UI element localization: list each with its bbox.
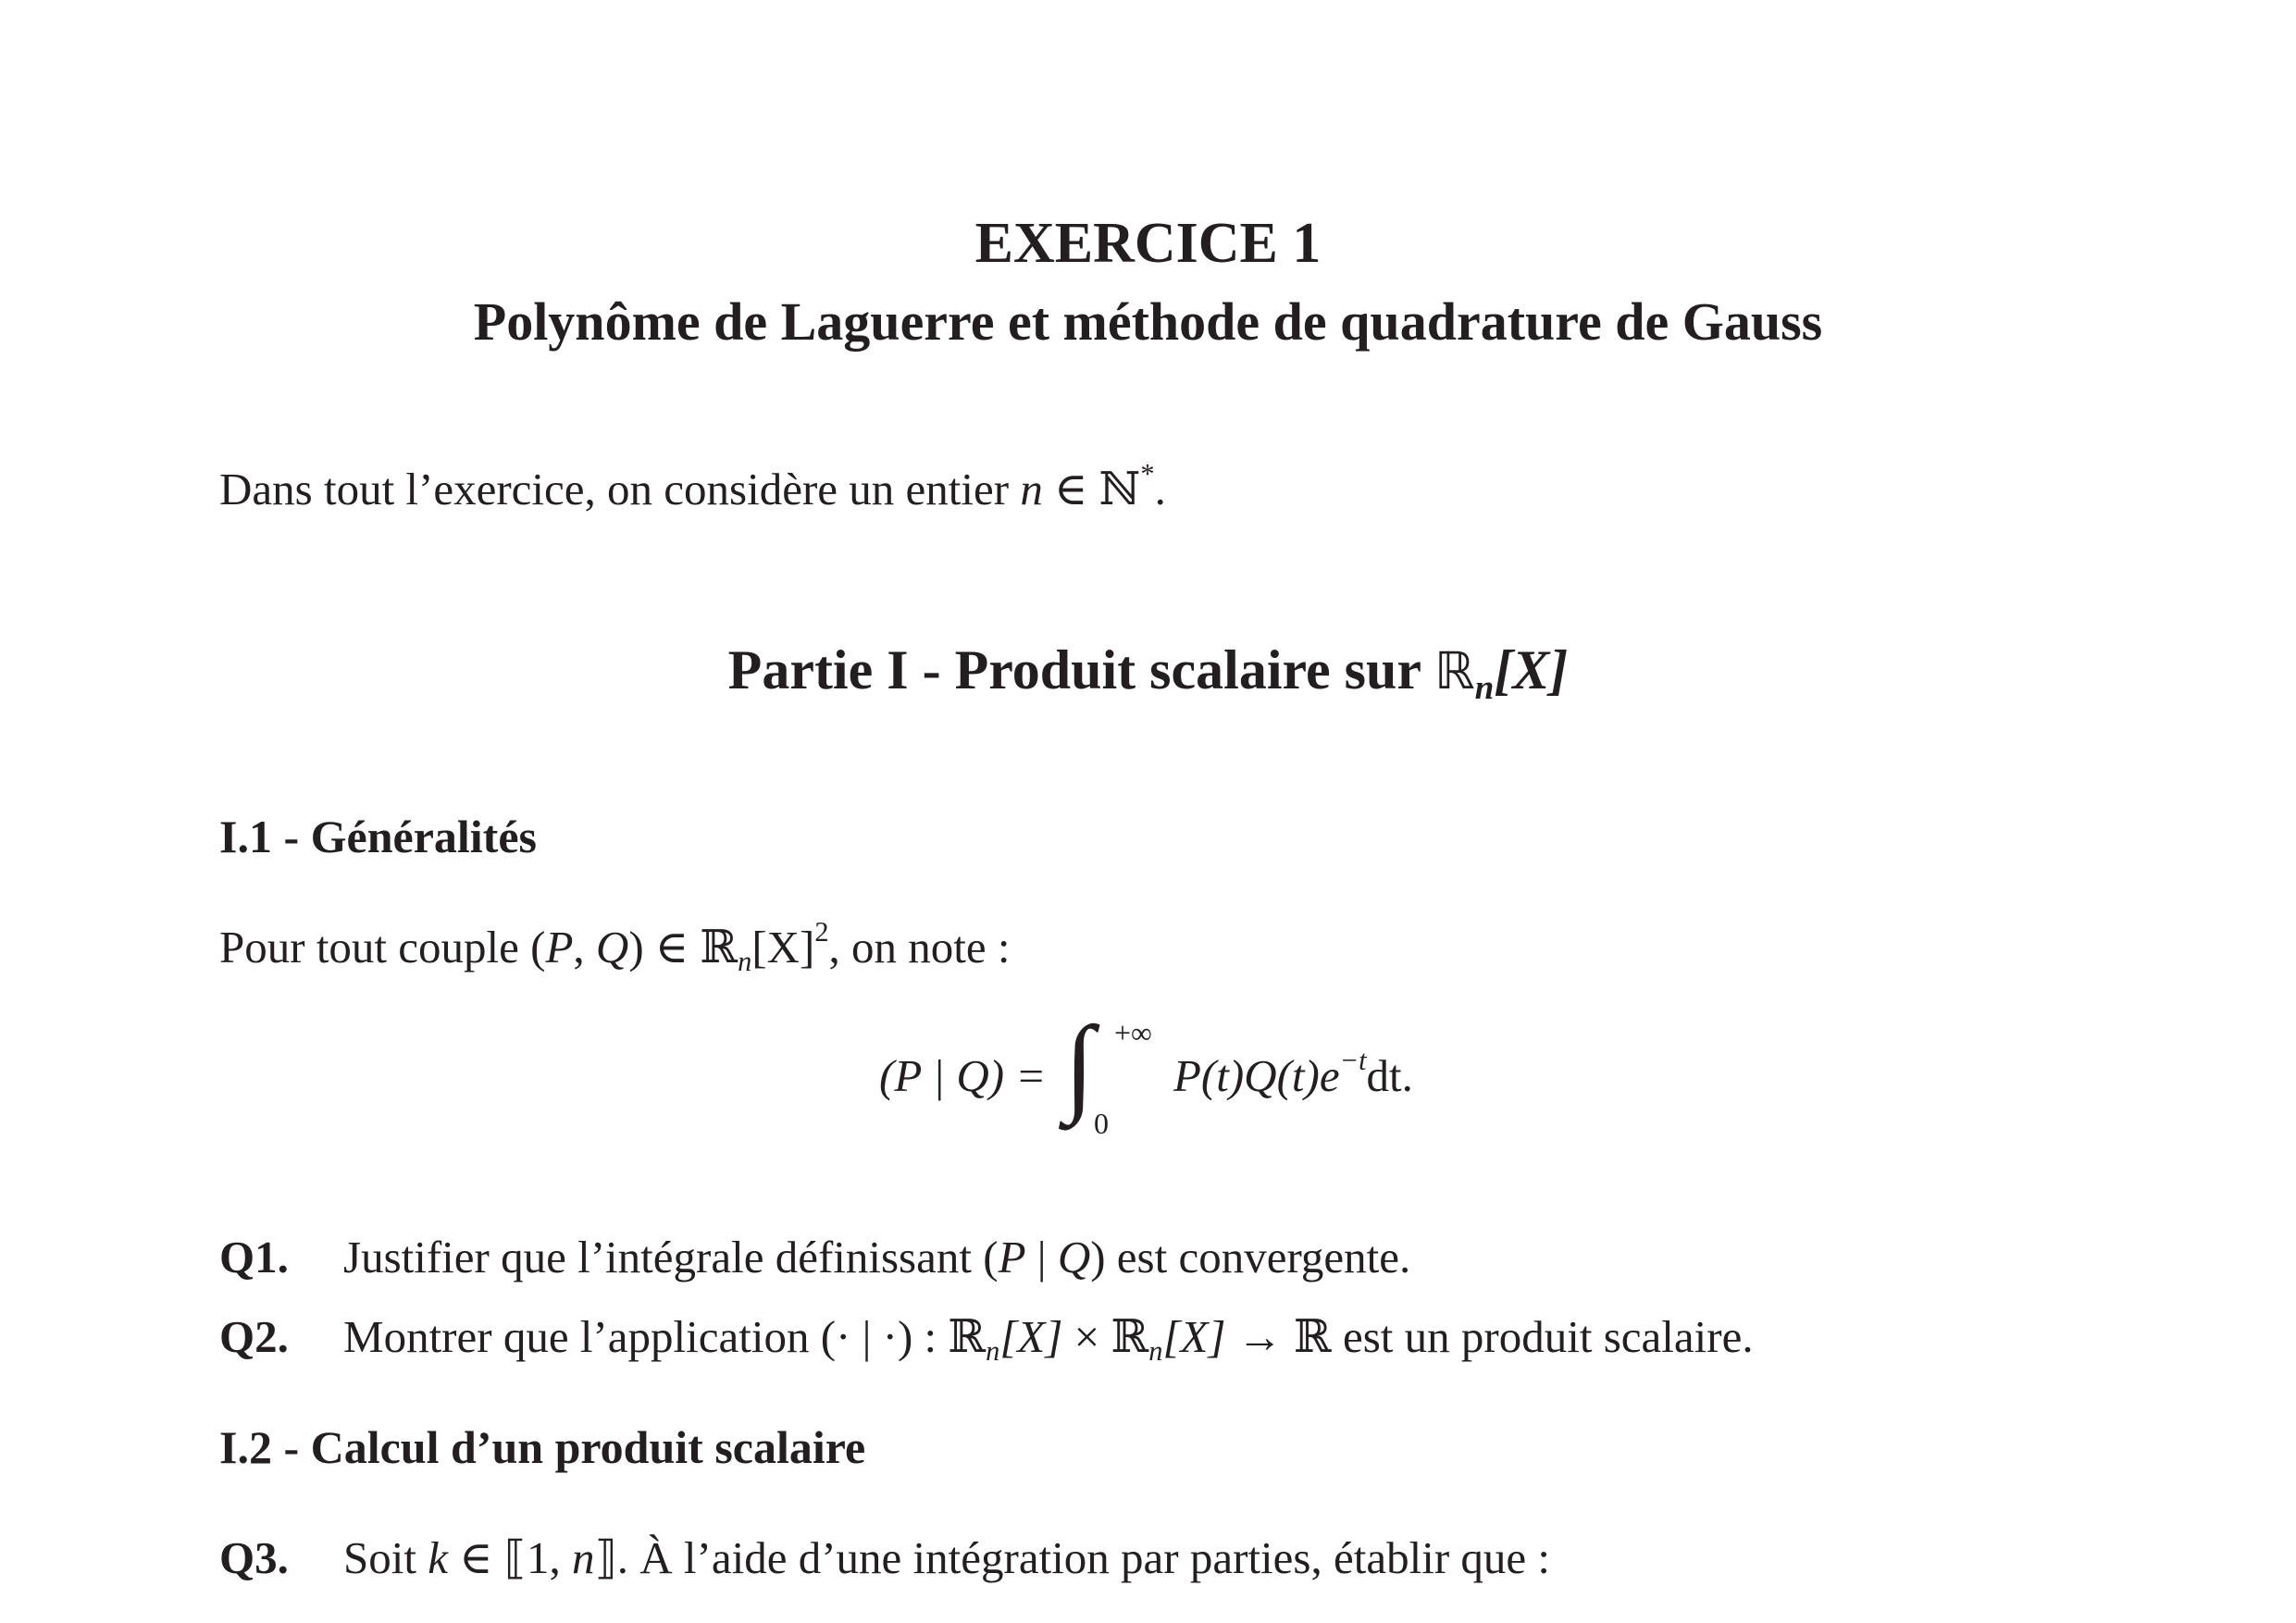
couple-X: [X] — [751, 922, 815, 973]
partie-label: Partie I - — [727, 639, 955, 700]
couple-sub-n: n — [738, 946, 752, 978]
q2-times: × ℝ — [1062, 1311, 1149, 1362]
couple-text: Pour tout couple ( — [219, 922, 546, 973]
q1-Q: Q — [1057, 1232, 1091, 1282]
q2-label: Q2. — [219, 1311, 289, 1362]
partie-sub-n: n — [1474, 669, 1495, 708]
q3-label: Q3. — [219, 1532, 289, 1583]
couple-P: P — [545, 922, 574, 973]
partie-R: ℝ — [1433, 642, 1475, 701]
q3-text-b: ∈ ⟦1, — [447, 1532, 573, 1583]
q2-X1: [X] — [999, 1311, 1063, 1362]
q2-X2: [X] — [1162, 1311, 1226, 1362]
section-heading-calcul: I.2 - Calcul d’un produit scalaire — [219, 1421, 866, 1473]
q3-n: n — [572, 1532, 595, 1583]
integral-upper-bound: +∞ — [1114, 1016, 1152, 1049]
q1-label: Q1. — [219, 1232, 289, 1282]
intro-var-n: n — [1020, 464, 1043, 514]
question-q1 — [219, 1231, 1410, 1283]
q1-P: P — [998, 1232, 1026, 1282]
partie-bracket: [X] — [1494, 639, 1569, 700]
q2-sub-n2: n — [1148, 1335, 1163, 1368]
q1-text-a: Justifier que l’intégrale définissant ( — [343, 1232, 999, 1282]
intro-paragraph — [219, 458, 1166, 515]
q3-text-a: Soit — [343, 1532, 428, 1583]
intro-text: Dans tout l’exercice, on considère un entier — [219, 464, 1021, 514]
q3-k: k — [428, 1532, 448, 1583]
formula-lhs: (P | Q) = — [879, 1050, 1047, 1101]
partie-heading — [0, 638, 2296, 708]
section-heading-generalites: I.1 - Généralités — [219, 811, 537, 862]
partie-title: Produit scalaire sur — [954, 639, 1434, 700]
q2-text-a: Montrer que l’application (· | ·) : ℝ — [343, 1311, 987, 1362]
question-q3 — [219, 1531, 1550, 1584]
q2-text-b: → ℝ est un produit scalaire. — [1225, 1311, 1754, 1362]
question-q2 — [219, 1310, 1754, 1368]
q1-text-b: ) est convergente. — [1090, 1232, 1411, 1282]
exercise-subtitle: Polynôme de Laguerre et méthode de quadrature de Gauss — [473, 291, 1823, 352]
formula-rhs: $P(t)Q(t)e^{-t}dt$. — [1173, 1045, 1413, 1101]
intro-star: * — [1140, 458, 1155, 490]
q3-text-c: ⟧. À l’aide d’une intégration par parties, établir que : — [594, 1532, 1551, 1583]
couple-mid: ) ∈ ℝ — [628, 922, 738, 973]
couple-exp: 2 — [814, 916, 829, 948]
q2-sub-n1: n — [986, 1335, 1000, 1368]
q1-bar: | — [1025, 1232, 1058, 1282]
intro-dot: . — [1154, 464, 1166, 514]
integral-sign-icon: ∫ — [1064, 1004, 1095, 1125]
couple-comma: , — [573, 922, 596, 973]
exercise-title: EXERCICE 1 — [974, 212, 1322, 275]
couple-paragraph — [219, 916, 1011, 978]
couple-Q: Q — [595, 922, 629, 973]
couple-tail: , on note : — [828, 922, 1011, 973]
integral-lower-bound: 0 — [1094, 1107, 1109, 1140]
intro-set: ∈ ℕ — [1042, 464, 1141, 514]
